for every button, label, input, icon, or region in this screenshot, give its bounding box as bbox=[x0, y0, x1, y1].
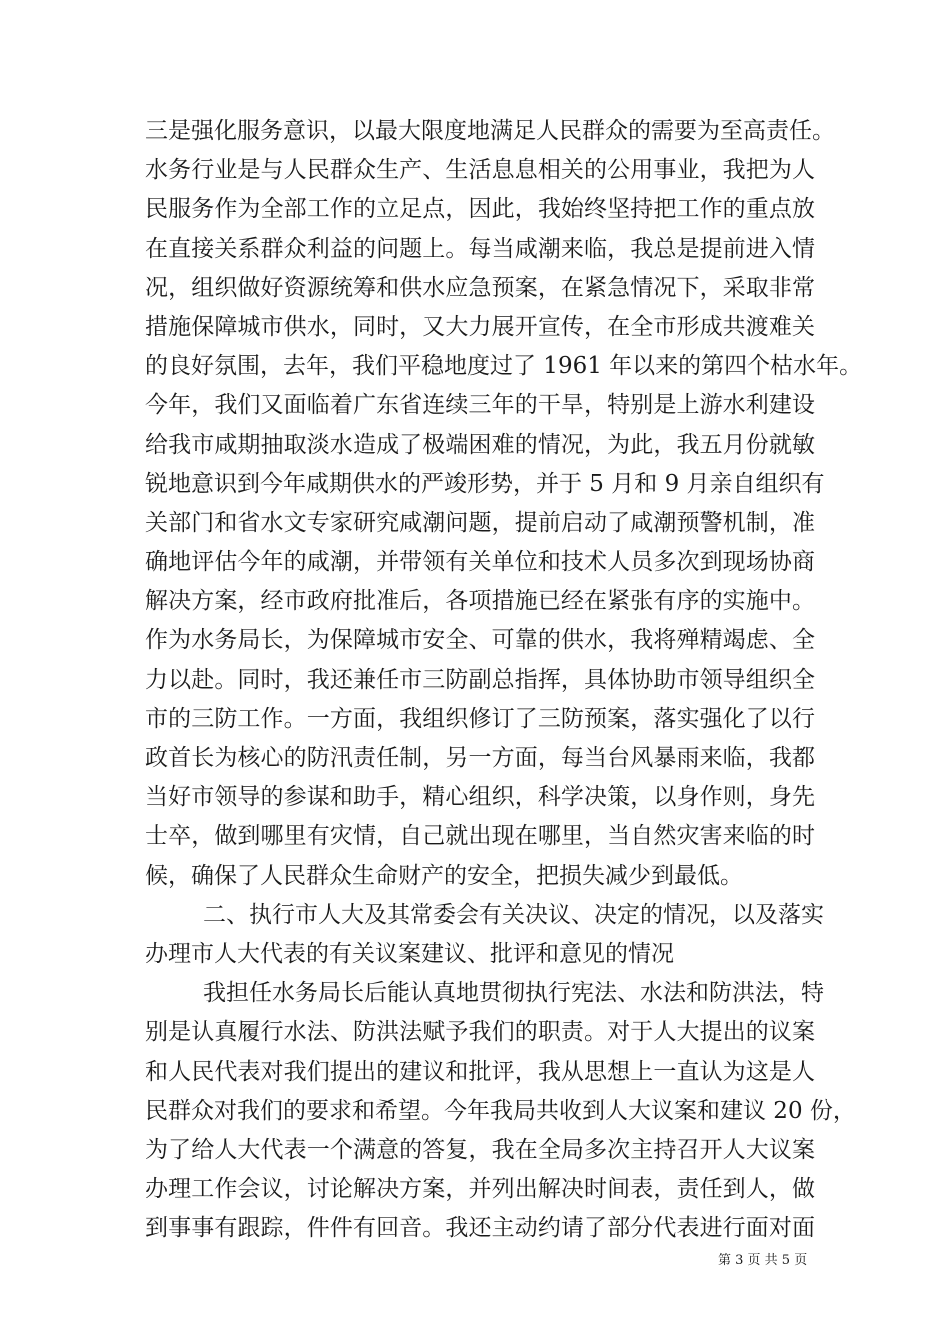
text-line: 的良好氛围，去年，我们平稳地度过了 1961 年以来的第四个枯水年。 bbox=[145, 353, 863, 380]
text-line: 市的三防工作。一方面，我组织修订了三防预案，落实强化了以行 bbox=[145, 705, 815, 732]
page-number: 第 3 页 共 5 页 bbox=[718, 1253, 808, 1268]
section-heading-line: 办理市人大代表的有关议案建议、批评和意见的情况 bbox=[145, 940, 674, 967]
text-line: 民服务作为全部工作的立足点，因此，我始终坚持把工作的重点放 bbox=[145, 196, 815, 223]
text-line: 三是强化服务意识，以最大限度地满足人民群众的需要为至高责任。 bbox=[145, 118, 835, 144]
text-line: 锐地意识到今年咸期供水的严竣形势，并于 5 月和 9 月亲自组织有 bbox=[145, 470, 825, 497]
text-line: 作为水务局长，为保障城市安全、可靠的供水，我将殚精竭虑、全 bbox=[145, 627, 815, 654]
text-line: 在直接关系群众利益的问题上。每当咸潮来临，我总是提前进入情 bbox=[145, 235, 815, 262]
body-text bbox=[145, 112, 863, 1248]
text-line: 候，确保了人民群众生命财产的安全，把损失减少到最低。 bbox=[145, 862, 743, 889]
text-line: 民群众对我们的要求和希望。今年我局共收到人大议案和建议 20 份， bbox=[145, 1097, 856, 1124]
text-line: 解决方案，经市政府批准后，各项措施已经在紧张有序的实施中。 bbox=[145, 588, 815, 615]
text-line: 关部门和省水文专家研究咸潮问题，提前启动了咸潮预警机制，准 bbox=[145, 509, 815, 536]
text-line: 别是认真履行水法、防洪法赋予我们的职责。对于人大提出的议案 bbox=[145, 1019, 815, 1046]
section-heading-line: 二、执行市人大及其常委会有关决议、决定的情况，以及落实 bbox=[203, 901, 824, 928]
text-line: 士卒，做到哪里有灾情，自己就出现在哪里，当自然灾害来临的时 bbox=[145, 823, 815, 850]
text-line: 确地评估今年的咸潮，并带领有关单位和技术人员多次到现场协商 bbox=[145, 549, 815, 576]
text-line: 力以赴。同时，我还兼任市三防副总指挥，具体协助市领导组织全 bbox=[145, 666, 815, 693]
text-line: 当好市领导的参谋和助手，精心组织，科学决策，以身作则，身先 bbox=[145, 784, 815, 811]
text-line: 办理工作会议，讨论解决方案，并列出解决时间表，责任到人，做 bbox=[145, 1176, 815, 1203]
text-line: 况，组织做好资源统筹和供水应急预案，在紧急情况下，采取非常 bbox=[145, 274, 815, 301]
text-line: 今年，我们又面临着广东省连续三年的干旱，特别是上游水利建设 bbox=[145, 392, 815, 419]
text-line: 和人民代表对我们提出的建议和批评，我从思想上一直认为这是人 bbox=[145, 1058, 815, 1085]
text-line: 到事事有跟踪，件件有回音。我还主动约请了部分代表进行面对面 bbox=[145, 1215, 815, 1242]
text-line: 措施保障城市供水，同时，又大力展开宣传，在全市形成共渡难关 bbox=[145, 313, 815, 340]
text-line: 给我市咸期抽取淡水造成了极端困难的情况，为此，我五月份就敏 bbox=[145, 431, 815, 458]
text-line: 政首长为核心的防汛责任制，另一方面，每当台风暴雨来临，我都 bbox=[145, 745, 815, 771]
text-line: 水务行业是与人民群众生产、生活息息相关的公用事业，我把为人 bbox=[145, 157, 815, 184]
text-line: 为了给人大代表一个满意的答复，我在全局多次主持召开人大议案 bbox=[145, 1136, 815, 1163]
text-line: 我担任水务局长后能认真地贯彻执行宪法、水法和防洪法，特 bbox=[203, 980, 824, 1007]
